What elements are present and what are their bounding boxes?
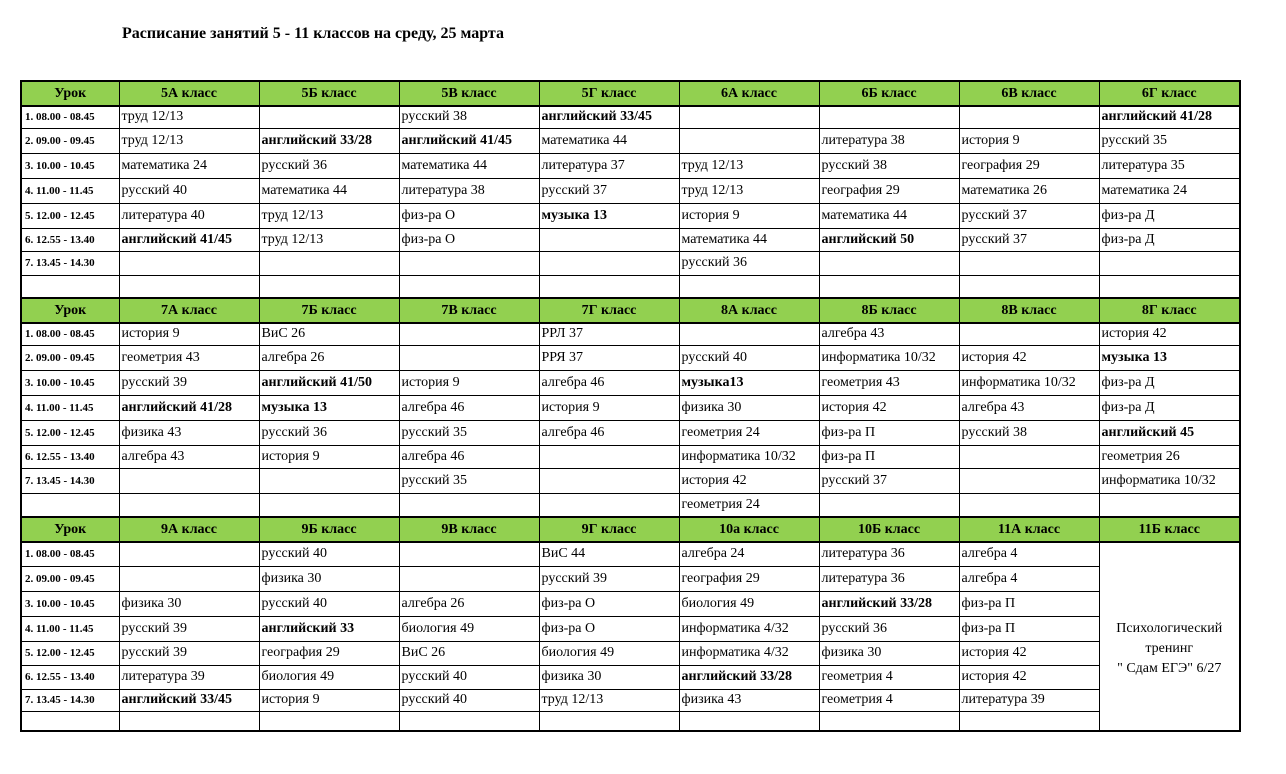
lesson-row	[21, 591, 1240, 616]
class-header: 7А класс	[119, 298, 259, 323]
lesson-time	[21, 493, 119, 517]
lesson-cell: английский 33/28	[259, 128, 399, 153]
lesson-cell: русский 40	[679, 345, 819, 370]
lesson-time: 2. 09.00 - 09.45	[21, 345, 119, 370]
lesson-cell	[399, 251, 539, 275]
lesson-cell: история 42	[819, 395, 959, 420]
psych-training-note	[1102, 619, 1238, 679]
lesson-cell: русский 36	[679, 251, 819, 275]
class-header: 8Б класс	[819, 298, 959, 323]
lesson-time: 3. 10.00 - 10.45	[21, 591, 119, 616]
note-line: тренинг	[1145, 641, 1194, 656]
lesson-cell	[1099, 493, 1240, 517]
lesson-cell: физика 30	[539, 665, 679, 689]
lesson-cell: русский 38	[959, 420, 1099, 445]
lesson-cell	[399, 493, 539, 517]
lesson-cell	[539, 468, 679, 493]
lesson-cell	[399, 542, 539, 566]
lesson-cell	[119, 275, 259, 298]
lesson-cell	[819, 493, 959, 517]
lesson-cell	[259, 106, 399, 128]
lesson-cell: биология 49	[679, 591, 819, 616]
lesson-cell: биология 49	[259, 665, 399, 689]
lesson-cell: русский 40	[399, 689, 539, 711]
lesson-cell: история 42	[959, 665, 1099, 689]
lesson-cell: география 29	[959, 153, 1099, 178]
lesson-cell: математика 26	[959, 178, 1099, 203]
lesson-cell: физ-ра П	[959, 616, 1099, 641]
class-header: 6В класс	[959, 81, 1099, 106]
note-line: Психологический	[1116, 621, 1223, 636]
lesson-cell: русский 36	[819, 616, 959, 641]
lesson-cell: английский 41/50	[259, 370, 399, 395]
lesson-cell: история 42	[1099, 323, 1240, 345]
lesson-cell	[959, 275, 1099, 298]
lesson-cell	[819, 711, 959, 731]
class-header: 7Б класс	[259, 298, 399, 323]
class-header: 6А класс	[679, 81, 819, 106]
lesson-cell: математика 44	[539, 128, 679, 153]
lesson-cell	[959, 323, 1099, 345]
class-header: 8А класс	[679, 298, 819, 323]
lesson-cell: ВиС 44	[539, 542, 679, 566]
class-header: 7В класс	[399, 298, 539, 323]
lesson-cell: физика 30	[259, 566, 399, 591]
lesson-cell: история 9	[259, 445, 399, 468]
lesson-row	[21, 395, 1240, 420]
lesson-cell: физ-ра Д	[1099, 228, 1240, 251]
class-header: 11Б класс	[1099, 517, 1240, 542]
lesson-cell	[819, 251, 959, 275]
lesson-cell	[119, 542, 259, 566]
lesson-cell	[1099, 251, 1240, 275]
lesson-cell: английский 41/28	[1099, 106, 1240, 128]
lesson-cell	[539, 228, 679, 251]
lesson-cell: история 9	[959, 128, 1099, 153]
lesson-cell: литература 38	[399, 178, 539, 203]
lesson-cell: музыка 13	[539, 203, 679, 228]
class-header: 9В класс	[399, 517, 539, 542]
lesson-time: 4. 11.00 - 11.45	[21, 616, 119, 641]
lesson-row	[21, 323, 1240, 345]
lesson-header: Урок	[21, 81, 119, 106]
lesson-time: 7. 13.45 - 14.30	[21, 251, 119, 275]
lesson-cell: история 42	[959, 345, 1099, 370]
lesson-cell: русский 40	[119, 178, 259, 203]
class-header: 7Г класс	[539, 298, 679, 323]
lesson-cell: физ-ра О	[399, 228, 539, 251]
lesson-cell: информатика 4/32	[679, 616, 819, 641]
lesson-cell: география 29	[259, 641, 399, 665]
lesson-time: 1. 08.00 - 08.45	[21, 542, 119, 566]
lesson-cell: английский 33/45	[119, 689, 259, 711]
lesson-cell: алгебра 43	[819, 323, 959, 345]
lesson-cell	[119, 493, 259, 517]
merged-11b-cell	[1099, 542, 1240, 731]
lesson-cell: геометрия 4	[819, 689, 959, 711]
lesson-cell: русский 35	[399, 468, 539, 493]
lesson-cell: русский 40	[399, 665, 539, 689]
header-row	[21, 81, 1240, 106]
lesson-time: 7. 13.45 - 14.30	[21, 689, 119, 711]
lesson-row	[21, 178, 1240, 203]
lesson-cell: труд 12/13	[119, 106, 259, 128]
lesson-time: 3. 10.00 - 10.45	[21, 370, 119, 395]
lesson-cell: английский 41/45	[399, 128, 539, 153]
lesson-cell: русский 39	[119, 616, 259, 641]
lesson-cell: физика 30	[819, 641, 959, 665]
class-header: 5В класс	[399, 81, 539, 106]
lesson-cell	[679, 106, 819, 128]
lesson-cell: английский 33	[259, 616, 399, 641]
lesson-cell: математика 44	[679, 228, 819, 251]
lesson-row	[21, 420, 1240, 445]
lesson-cell	[259, 251, 399, 275]
lesson-cell: физ-ра О	[539, 616, 679, 641]
lesson-row	[21, 616, 1240, 641]
lesson-cell: алгебра 46	[539, 420, 679, 445]
lesson-cell	[539, 493, 679, 517]
lesson-cell	[399, 566, 539, 591]
lesson-cell: литература 39	[959, 689, 1099, 711]
lesson-cell: история 9	[119, 323, 259, 345]
lesson-cell: английский 33/45	[539, 106, 679, 128]
lesson-cell: литература 35	[1099, 153, 1240, 178]
lesson-row	[21, 228, 1240, 251]
lesson-cell: литература 36	[819, 566, 959, 591]
lesson-cell: геометрия 4	[819, 665, 959, 689]
lesson-cell: английский 45	[1099, 420, 1240, 445]
lesson-cell: физика 30	[679, 395, 819, 420]
lesson-cell	[959, 445, 1099, 468]
lesson-time: 3. 10.00 - 10.45	[21, 153, 119, 178]
lesson-cell	[819, 106, 959, 128]
lesson-cell: алгебра 26	[399, 591, 539, 616]
lesson-cell: литература 39	[119, 665, 259, 689]
lesson-time: 5. 12.00 - 12.45	[21, 203, 119, 228]
lesson-time	[21, 711, 119, 731]
lesson-time: 6. 12.55 - 13.40	[21, 665, 119, 689]
lesson-time: 7. 13.45 - 14.30	[21, 468, 119, 493]
lesson-row	[21, 370, 1240, 395]
lesson-cell: алгебра 24	[679, 542, 819, 566]
lesson-cell: музыка 13	[1099, 345, 1240, 370]
lesson-cell: география 29	[679, 566, 819, 591]
lesson-cell	[399, 345, 539, 370]
lesson-cell: математика 24	[119, 153, 259, 178]
lesson-cell: музыка 13	[259, 395, 399, 420]
lesson-cell: русский 37	[819, 468, 959, 493]
lesson-cell: информатика 4/32	[679, 641, 819, 665]
lesson-cell	[119, 711, 259, 731]
class-header: 5А класс	[119, 81, 259, 106]
lesson-header: Урок	[21, 298, 119, 323]
lesson-cell	[399, 323, 539, 345]
header-row	[21, 298, 1240, 323]
lesson-row	[21, 445, 1240, 468]
lesson-time	[21, 275, 119, 298]
lesson-cell: литература 40	[119, 203, 259, 228]
lesson-cell: геометрия 24	[679, 493, 819, 517]
lesson-cell: алгебра 4	[959, 542, 1099, 566]
lesson-cell	[539, 445, 679, 468]
lesson-cell: математика 44	[399, 153, 539, 178]
lesson-cell: алгебра 46	[399, 445, 539, 468]
lesson-cell: геометрия 26	[1099, 445, 1240, 468]
lesson-cell: алгебра 26	[259, 345, 399, 370]
page-title: Расписание занятий 5 - 11 классов на среду, 25 марта	[122, 25, 504, 42]
lesson-cell: труд 12/13	[679, 153, 819, 178]
lesson-row	[21, 689, 1240, 711]
lesson-time: 4. 11.00 - 11.45	[21, 395, 119, 420]
class-header: 9Б класс	[259, 517, 399, 542]
lesson-cell: русский 39	[119, 370, 259, 395]
lesson-cell: литература 38	[819, 128, 959, 153]
note-line: " Сдам ЕГЭ" 6/27	[1117, 661, 1222, 676]
lesson-time: 2. 09.00 - 09.45	[21, 566, 119, 591]
lesson-cell: геометрия 43	[119, 345, 259, 370]
lesson-cell: труд 12/13	[119, 128, 259, 153]
lesson-cell: английский 41/45	[119, 228, 259, 251]
lesson-time: 4. 11.00 - 11.45	[21, 178, 119, 203]
lesson-cell: история 9	[259, 689, 399, 711]
lesson-cell: история 9	[539, 395, 679, 420]
lesson-cell	[119, 251, 259, 275]
lesson-cell	[539, 711, 679, 731]
lesson-cell: труд 12/13	[679, 178, 819, 203]
lesson-cell: русский 36	[259, 153, 399, 178]
lesson-cell: русский 39	[119, 641, 259, 665]
lesson-cell: русский 39	[539, 566, 679, 591]
lesson-cell: история 42	[679, 468, 819, 493]
lesson-cell	[259, 711, 399, 731]
lesson-cell: английский 33/28	[819, 591, 959, 616]
lesson-cell: геометрия 43	[819, 370, 959, 395]
lesson-cell: физика 43	[679, 689, 819, 711]
class-header: 5Б класс	[259, 81, 399, 106]
lesson-time: 6. 12.55 - 13.40	[21, 228, 119, 251]
lesson-cell	[959, 251, 1099, 275]
lesson-row	[21, 493, 1240, 517]
class-header: 9Г класс	[539, 517, 679, 542]
lesson-row	[21, 251, 1240, 275]
lesson-cell: математика 44	[819, 203, 959, 228]
lesson-time: 5. 12.00 - 12.45	[21, 641, 119, 665]
class-header: 5Г класс	[539, 81, 679, 106]
lesson-cell: русский 37	[959, 228, 1099, 251]
lesson-cell	[259, 275, 399, 298]
lesson-time: 1. 08.00 - 08.45	[21, 323, 119, 345]
lesson-cell	[539, 251, 679, 275]
lesson-cell	[959, 493, 1099, 517]
class-header: 10а класс	[679, 517, 819, 542]
lesson-row	[21, 275, 1240, 298]
class-header: 8Г класс	[1099, 298, 1240, 323]
class-header: 9А класс	[119, 517, 259, 542]
lesson-cell: информатика 10/32	[959, 370, 1099, 395]
lesson-cell: физ-ра Д	[1099, 203, 1240, 228]
lesson-cell: английский 50	[819, 228, 959, 251]
lesson-cell	[679, 128, 819, 153]
lesson-cell: история 42	[959, 641, 1099, 665]
lesson-cell	[679, 323, 819, 345]
lesson-row	[21, 711, 1240, 731]
lesson-cell: музыка13	[679, 370, 819, 395]
lesson-row	[21, 106, 1240, 128]
lesson-cell	[259, 468, 399, 493]
lesson-row	[21, 128, 1240, 153]
lesson-cell: английский 41/28	[119, 395, 259, 420]
lesson-cell: литература 36	[819, 542, 959, 566]
lesson-time: 5. 12.00 - 12.45	[21, 420, 119, 445]
lesson-cell	[679, 711, 819, 731]
lesson-cell: русский 40	[259, 591, 399, 616]
class-header: 8В класс	[959, 298, 1099, 323]
class-header: 6Г класс	[1099, 81, 1240, 106]
lesson-cell: алгебра 43	[959, 395, 1099, 420]
class-header: 11А класс	[959, 517, 1099, 542]
lesson-cell: информатика 10/32	[819, 345, 959, 370]
lesson-row	[21, 468, 1240, 493]
lesson-cell: русский 36	[259, 420, 399, 445]
lesson-cell: математика 24	[1099, 178, 1240, 203]
lesson-cell: РРЯ 37	[539, 345, 679, 370]
lesson-cell: физика 30	[119, 591, 259, 616]
lesson-cell: математика 44	[259, 178, 399, 203]
lesson-cell: английский 33/28	[679, 665, 819, 689]
lesson-cell: алгебра 43	[119, 445, 259, 468]
class-header: 6Б класс	[819, 81, 959, 106]
lesson-cell: литература 37	[539, 153, 679, 178]
lesson-cell	[1099, 275, 1240, 298]
lesson-cell: труд 12/13	[539, 689, 679, 711]
lesson-row	[21, 542, 1240, 566]
lesson-row	[21, 203, 1240, 228]
lesson-header: Урок	[21, 517, 119, 542]
lesson-row	[21, 153, 1240, 178]
lesson-cell: русский 37	[959, 203, 1099, 228]
lesson-row	[21, 641, 1240, 665]
lesson-cell: физ-ра П	[819, 420, 959, 445]
lesson-cell: русский 38	[399, 106, 539, 128]
lesson-cell: история 9	[679, 203, 819, 228]
lesson-cell: физ-ра Д	[1099, 370, 1240, 395]
lesson-cell: геометрия 24	[679, 420, 819, 445]
lesson-cell	[679, 275, 819, 298]
lesson-cell: физ-ра О	[539, 591, 679, 616]
lesson-cell: алгебра 46	[399, 395, 539, 420]
lesson-cell	[819, 275, 959, 298]
lesson-time: 2. 09.00 - 09.45	[21, 128, 119, 153]
lesson-cell	[259, 493, 399, 517]
lesson-cell: русский 37	[539, 178, 679, 203]
lesson-cell: алгебра 46	[539, 370, 679, 395]
lesson-cell: труд 12/13	[259, 228, 399, 251]
schedule-table	[20, 80, 1241, 732]
lesson-cell	[959, 106, 1099, 128]
lesson-cell	[119, 566, 259, 591]
lesson-cell: физ-ра О	[399, 203, 539, 228]
lesson-row	[21, 345, 1240, 370]
lesson-cell	[399, 711, 539, 731]
lesson-cell: русский 35	[1099, 128, 1240, 153]
lesson-cell	[959, 711, 1099, 731]
lesson-cell: ВиС 26	[399, 641, 539, 665]
lesson-cell: русский 40	[259, 542, 399, 566]
lesson-time: 6. 12.55 - 13.40	[21, 445, 119, 468]
lesson-cell	[539, 275, 679, 298]
lesson-row	[21, 566, 1240, 591]
lesson-cell: история 9	[399, 370, 539, 395]
lesson-cell: физ-ра П	[819, 445, 959, 468]
lesson-cell	[399, 275, 539, 298]
lesson-cell	[959, 468, 1099, 493]
lesson-cell	[119, 468, 259, 493]
class-header: 10Б класс	[819, 517, 959, 542]
lesson-cell: ВиС 26	[259, 323, 399, 345]
lesson-row	[21, 665, 1240, 689]
lesson-cell: русский 38	[819, 153, 959, 178]
lesson-cell: РРЛ 37	[539, 323, 679, 345]
lesson-time: 1. 08.00 - 08.45	[21, 106, 119, 128]
lesson-cell: физ-ра П	[959, 591, 1099, 616]
lesson-cell: биология 49	[539, 641, 679, 665]
lesson-cell: труд 12/13	[259, 203, 399, 228]
lesson-cell: русский 35	[399, 420, 539, 445]
lesson-cell: информатика 10/32	[679, 445, 819, 468]
header-row	[21, 517, 1240, 542]
lesson-cell: информатика 10/32	[1099, 468, 1240, 493]
lesson-cell: биология 49	[399, 616, 539, 641]
lesson-cell: алгебра 4	[959, 566, 1099, 591]
lesson-cell: география 29	[819, 178, 959, 203]
lesson-cell: физ-ра Д	[1099, 395, 1240, 420]
lesson-cell: физика 43	[119, 420, 259, 445]
